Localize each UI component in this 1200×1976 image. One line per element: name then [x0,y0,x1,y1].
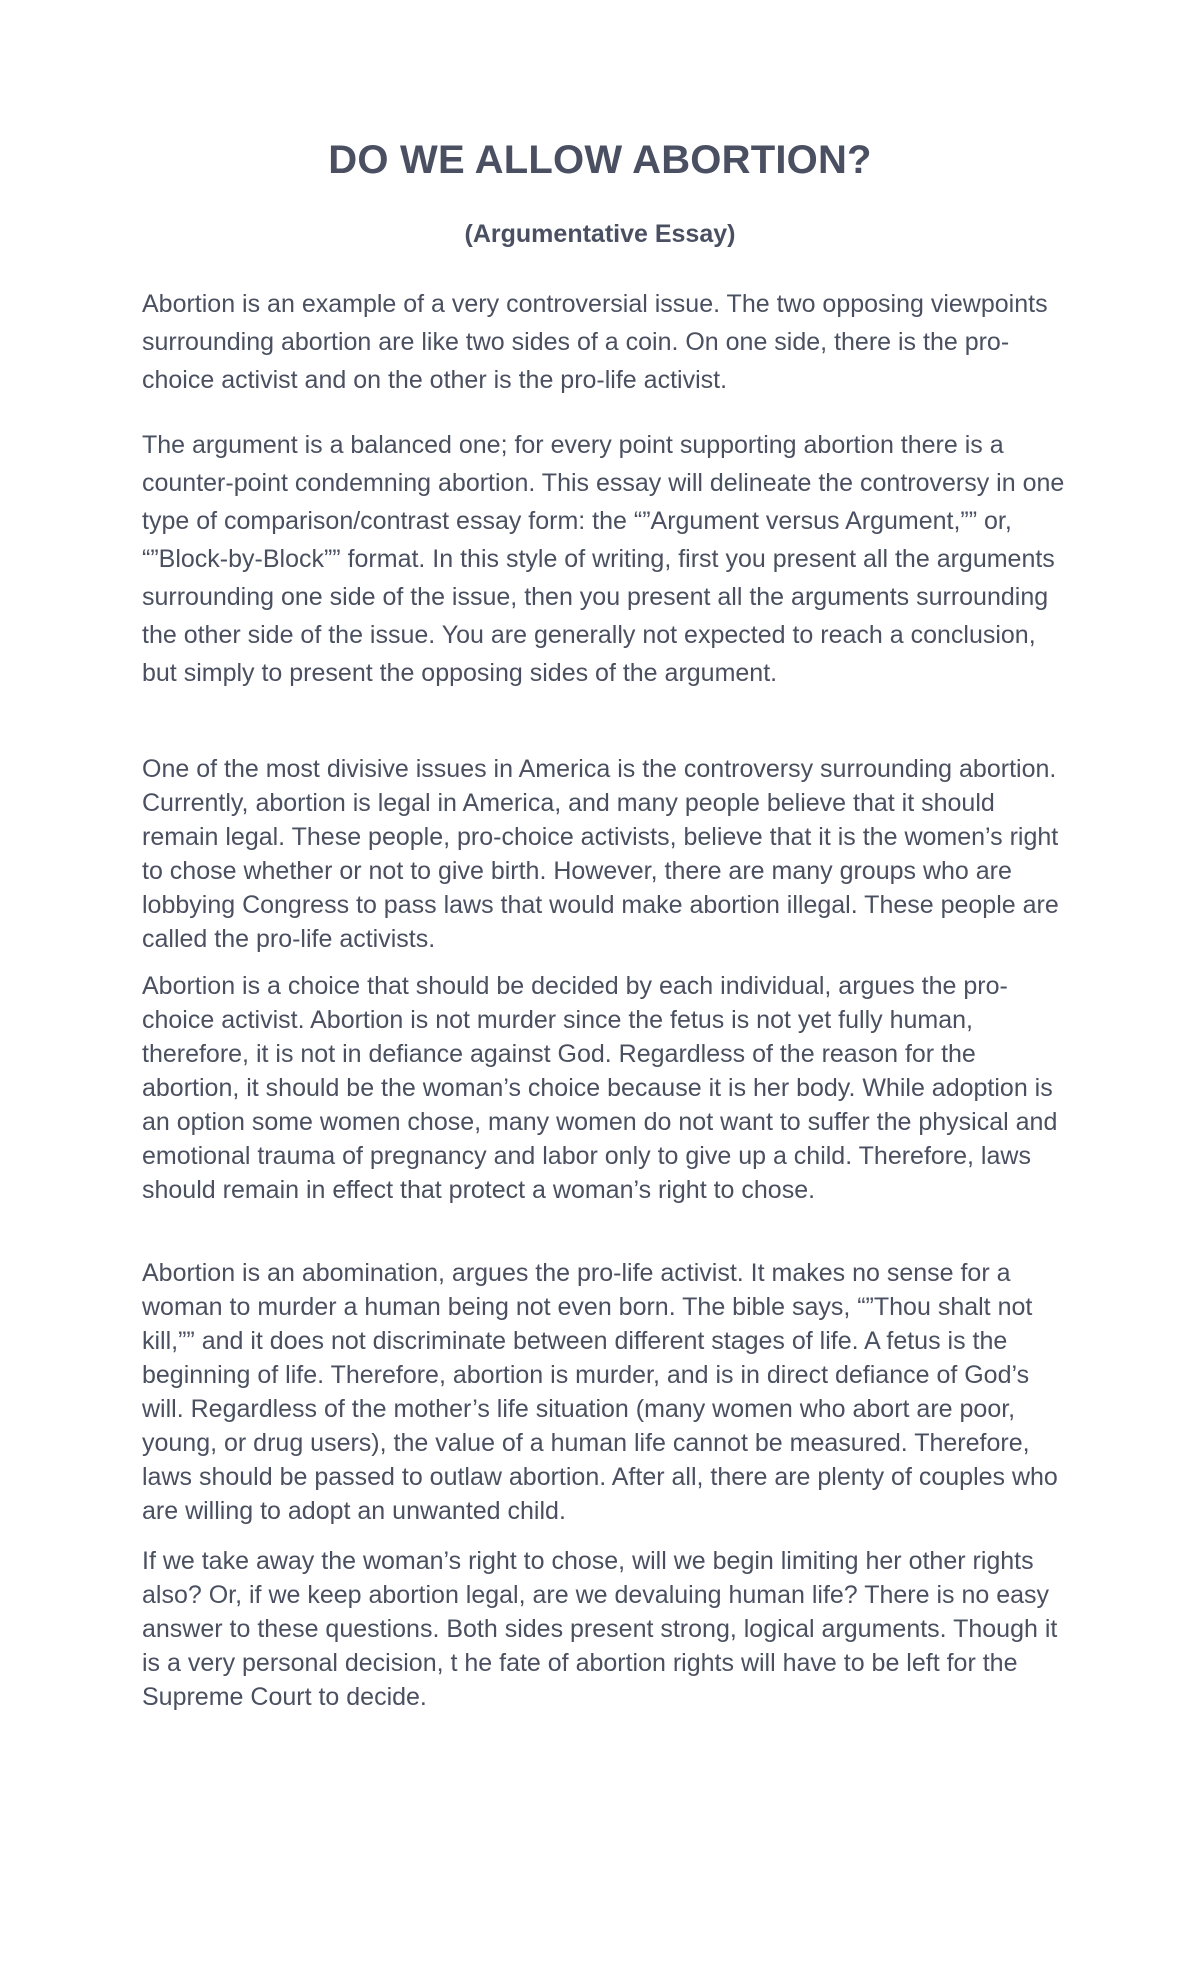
paragraph-introduction: Abortion is an example of a very controversial issue. The two opposing viewpoints surrounding abortion are like two sides of a coin. On one side, there is the pro-choice activist and on the other is the pro-life activist. [142,290,1048,394]
paragraph-essay-structure: The argument is a balanced one; for every point supporting abortion there is a counter-point condemning abortion. This essay will delineate the controversy in one type of comparison/contrast essay form: the “”Argument versus Argument,”” or, “”Block-by-Block”” format. In this style of writing, first you present all the arguments surrounding one side of the issue, then you present all the arguments surrounding the other side of the issue. You are generally not expected to reach a conclusion, but simply to present the opposing sides of the argument. [142,431,1065,687]
paragraph-pro-choice: Abortion is a choice that should be decided by each individual, argues the pro-choice activist. Abortion is not murder since the fetus is not yet fully human, therefore, it is not in defiance against God. Regardless of the reason for the abortion, it should be the woman’s choice because it is her body. While adoption is an option some women chose, many women do not want to suffer the physical and emotional trauma of pregnancy and labor only to give up a child. Therefore, laws should remain in effect that protect a woman’s right to chose. [142,972,1058,1204]
paragraph-conclusion: If we take away the woman’s right to chose, will we begin limiting her other rights also? Or, if we keep abortion legal, are we devaluing human life? There is no easy answer to these questions. Both sides present strong, logical arguments. Though it is a very personal decision, t he fate of abortion rights will have to be left for the Supreme Court to decide. [142,1547,1058,1711]
essay-subtitle: (Argumentative Essay) [464,220,736,248]
essay-title: DO WE ALLOW ABORTION? [328,138,872,182]
paragraph-pro-life: Abortion is an abomination, argues the pro-life activist. It makes no sense for a woman to murder a human being not even born. The bible says, “”Thou shalt not kill,”” and it does not discriminate between different stages of life. A fetus is the beginning of life. Therefore, abortion is murder, and is in direct defiance of God’s will. Regardless of the mother’s life situation (many women who abort are poor, young, or drug users), the value of a human life cannot be measured. Therefore, laws should be passed to outlaw abortion. After all, there are plenty of couples who are willing to adopt an unwanted child. [142,1259,1058,1525]
paragraph-background: One of the most divisive issues in America is the controversy surrounding abortion. Currently, abortion is legal in America, and many people believe that it should remain legal. These people, pro-choice activists, believe that it is the women’s right to chose whether or not to give birth. However, there are many groups who are lobbying Congress to pass laws that would make abortion illegal. These people are called the pro-life activists. [142,755,1059,953]
